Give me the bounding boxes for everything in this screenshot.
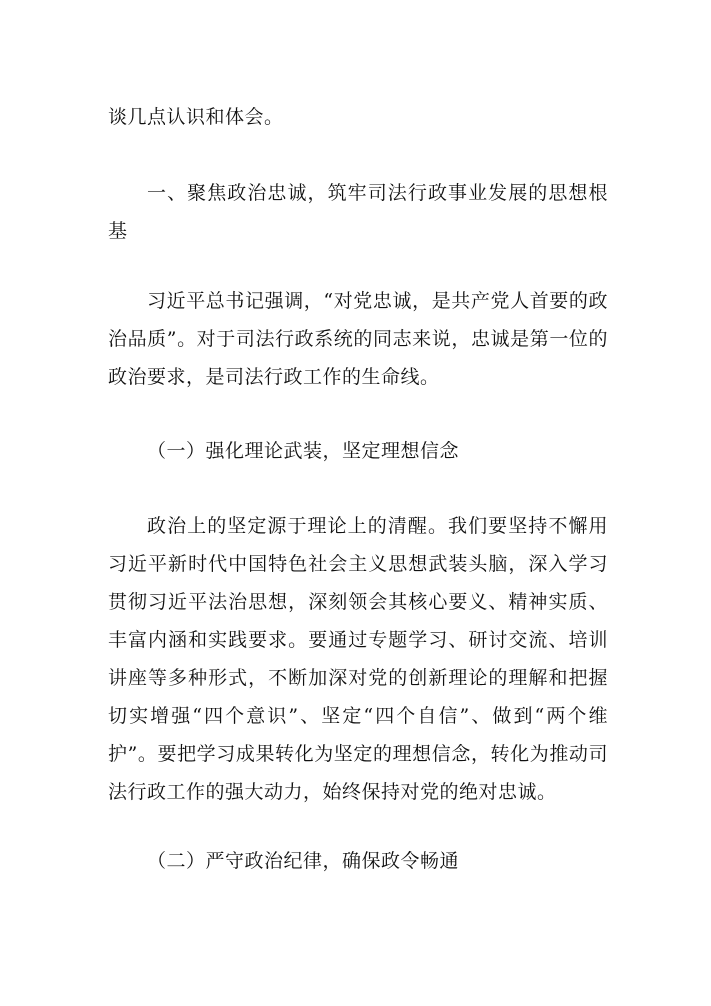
intro-tail-paragraph: 谈几点认识和体会。	[108, 106, 284, 128]
subsection2-heading: （二）严守政治纪律，确保政令畅通	[147, 850, 460, 872]
subsection1-paragraph: 政治上的坚定源于理论上的清醒。我们要坚持不懈用习近平新时代中国特色社会主义思想武装头脑，深入学习贯彻习近平法治思想，深刻领会其核心要义、精神实质、丰富内涵和实践要求。要通过专题学习、研讨交流、培训讲座等多种形式，不断加深对党的创新理论的理解和把握切实增强“四个意识”、坚定“四个自信”、做到“两个维护”。要把学习成果转化为坚定的理想信念，转化为推动司法行政工作的强大动力，始终保持对党的绝对忠诚。	[108, 515, 608, 803]
section1-paragraph: 习近平总书记强调，“对党忠诚，是共产党人首要的政治品质”。对于司法行政系统的同志来说，忠诚是第一位的政治要求，是司法行政工作的生命线。	[108, 290, 608, 388]
section1-heading: 一、聚焦政治忠诚，筑牢司法行政事业发展的思想根基	[108, 182, 608, 242]
subsection1-heading: （一）强化理论武装，坚定理想信念	[147, 440, 460, 462]
